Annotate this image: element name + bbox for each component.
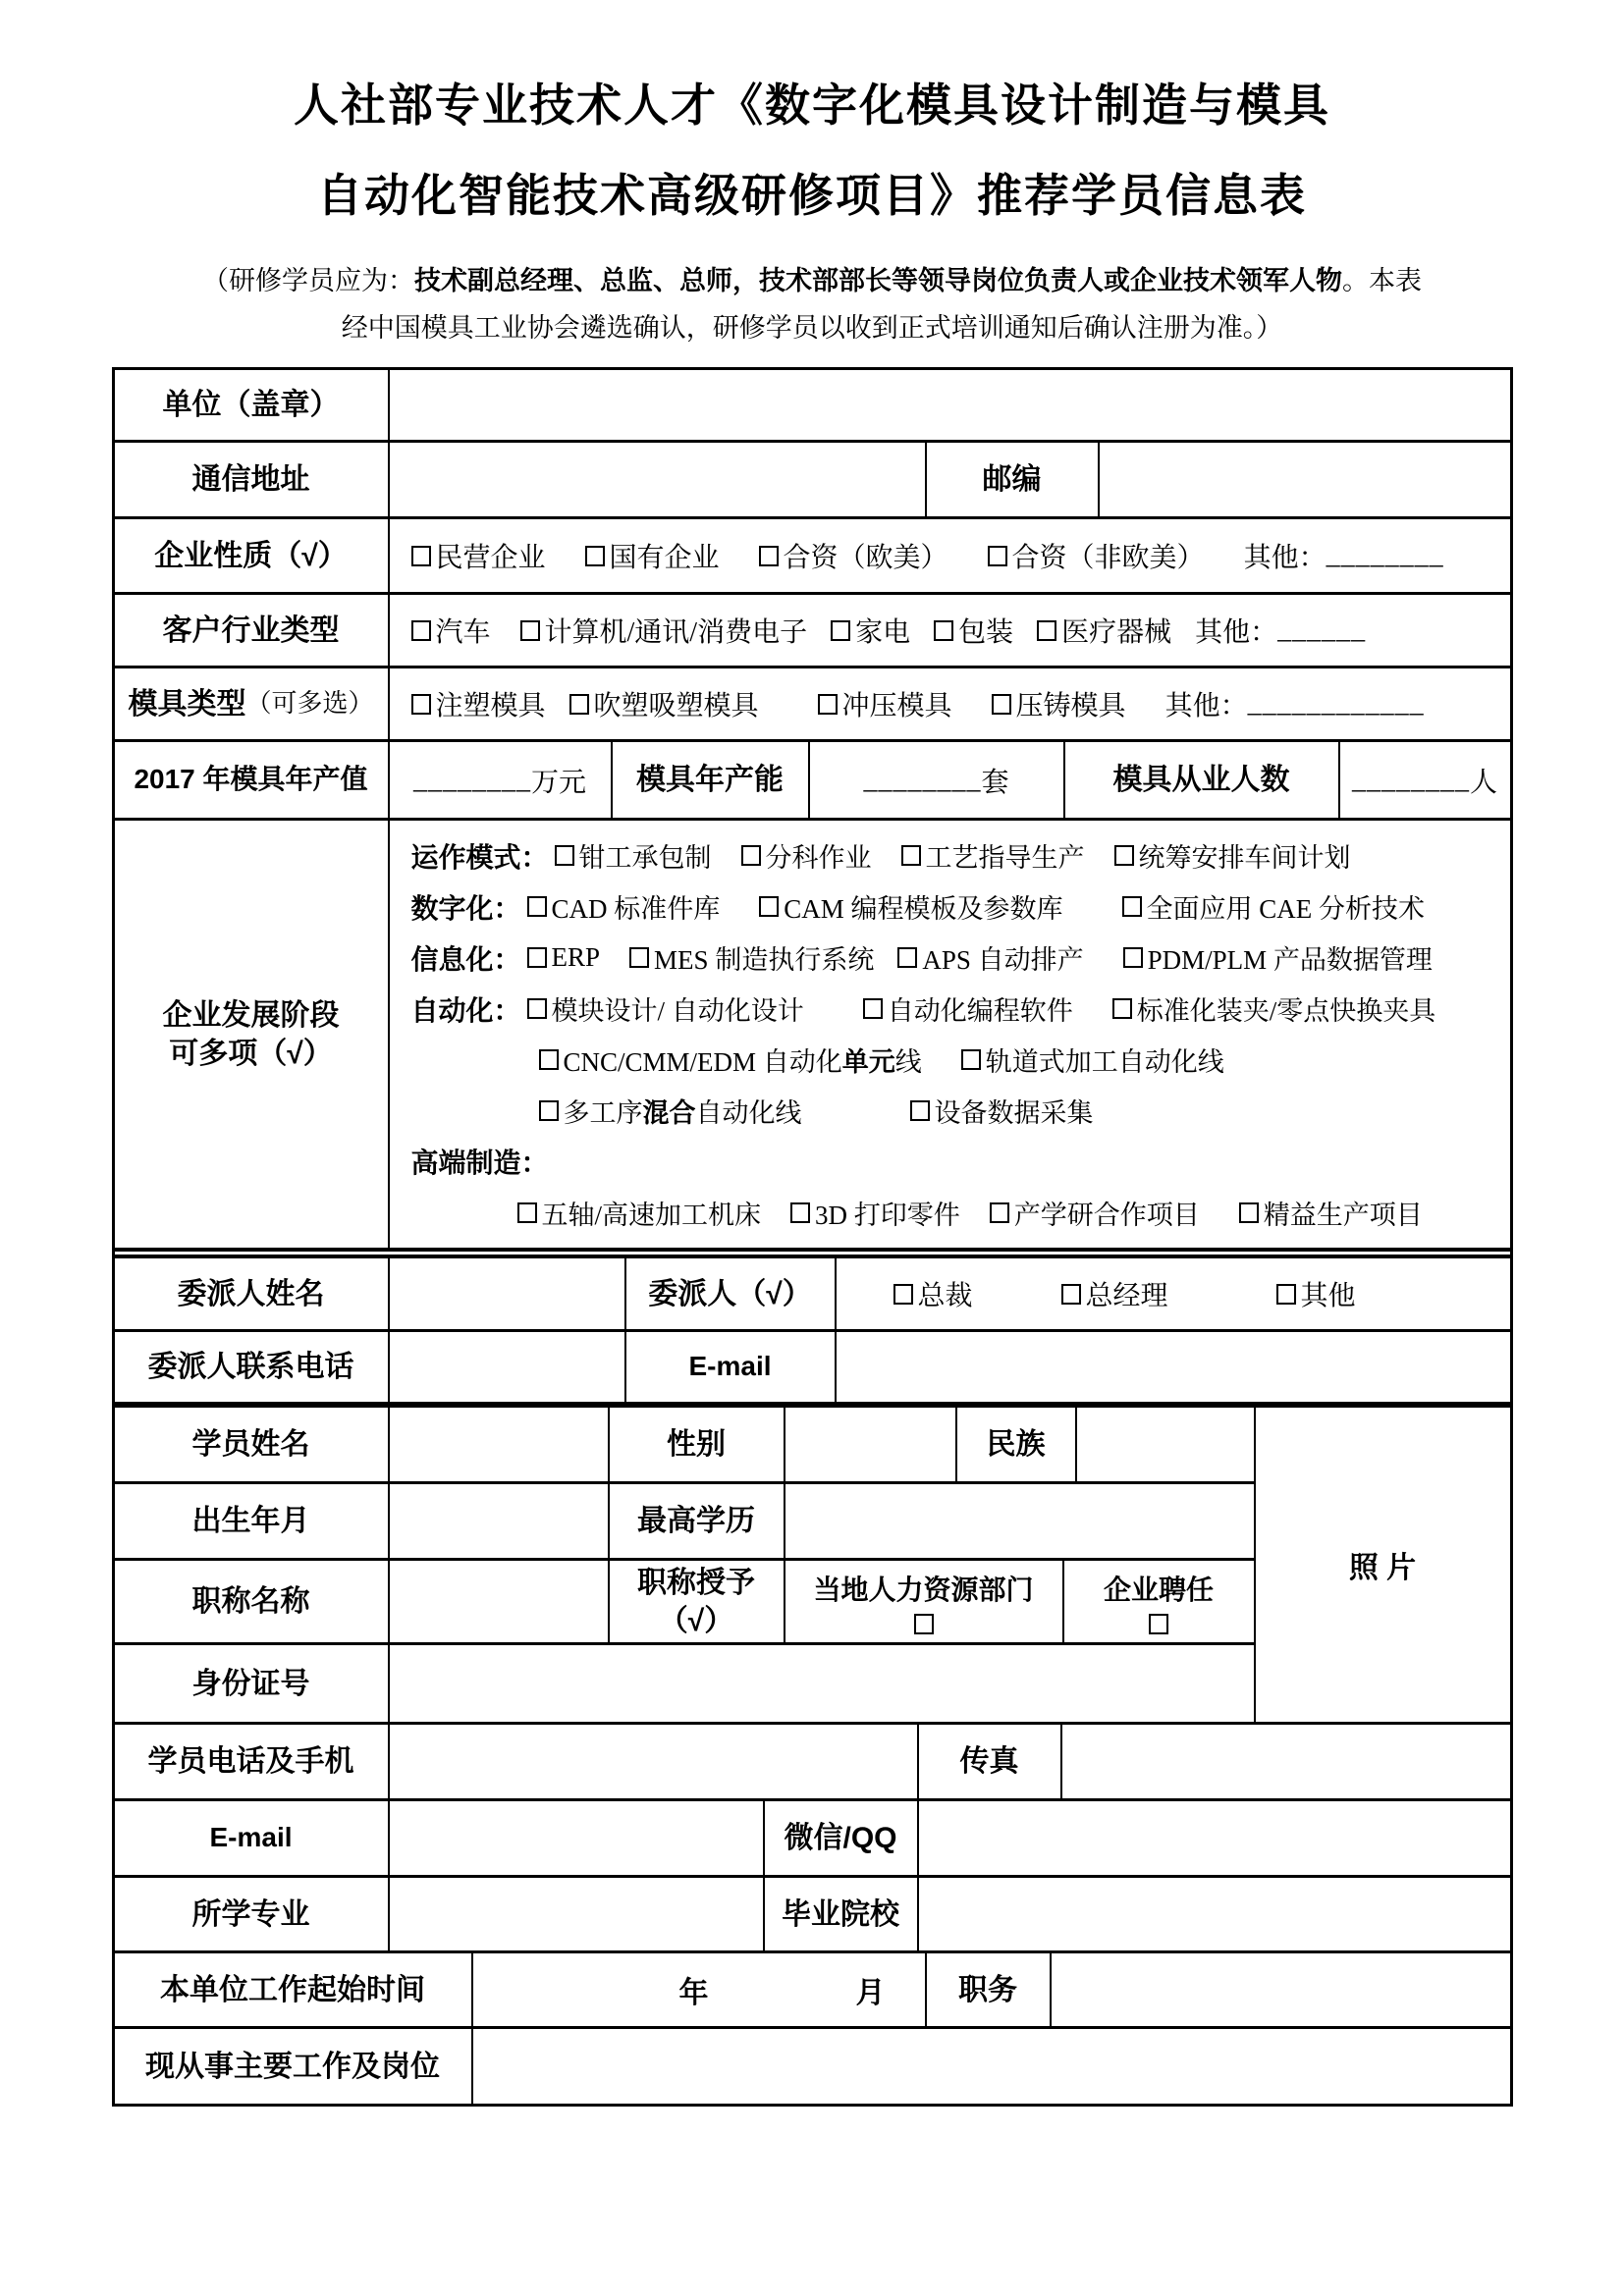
staff-label: 模具从业人数 — [1065, 742, 1340, 818]
digital-prefix: 数字化： — [410, 892, 521, 924]
unit-label: 单位（盖章） — [115, 370, 390, 440]
option-label: 五轴/高速加工机床 — [541, 1200, 762, 1230]
address-input-cell[interactable] — [390, 443, 927, 516]
row-industry — [115, 595, 1510, 668]
other-label: 其他： — [1164, 691, 1248, 721]
option-label: CAD 标准件库 — [551, 894, 721, 925]
info-table — [112, 367, 1513, 2107]
unit-ren: 人 — [1469, 767, 1497, 798]
checkbox-icon[interactable] — [527, 947, 547, 968]
option-industry-academia[interactable] — [990, 1194, 1200, 1232]
option-device-data-collection[interactable] — [910, 1092, 1094, 1130]
option-label: CNC/CMM/EDM 自动化 — [563, 1046, 842, 1077]
checkbox-icon[interactable] — [520, 620, 540, 641]
checkbox-icon[interactable] — [527, 998, 547, 1019]
checkbox-icon[interactable] — [555, 845, 574, 866]
mold-type-label-main: 模具类型 — [128, 687, 246, 721]
student-name-input-cell[interactable] — [390, 1408, 610, 1481]
option-lean-production[interactable] — [1239, 1194, 1423, 1232]
option-packaging[interactable] — [934, 611, 1013, 650]
option-label: 冲压模具 — [841, 691, 952, 721]
industry-options — [390, 595, 1510, 666]
other-label: 其他： — [1195, 617, 1278, 648]
checkbox-icon[interactable] — [1276, 1284, 1296, 1305]
option-label: 企业聘任 — [1103, 1575, 1214, 1605]
option-label: 轨道式加工自动化线 — [985, 1046, 1224, 1077]
dev-line-informatization — [390, 933, 1510, 984]
checkbox-icon[interactable] — [914, 1614, 934, 1634]
degree-label: 最高学历 — [610, 1484, 785, 1558]
title-name-label: 职称名称 — [115, 1561, 390, 1642]
row-student-phone — [115, 1725, 1510, 1801]
checkbox-icon[interactable] — [893, 1284, 913, 1305]
row-mold-type — [115, 668, 1510, 742]
checkbox-icon[interactable] — [629, 947, 649, 968]
option-rail-machining-line[interactable] — [961, 1041, 1224, 1079]
work-start-input-cell[interactable] — [473, 1953, 927, 2026]
row-title-name — [115, 1561, 1254, 1645]
checkbox-icon[interactable] — [539, 1100, 559, 1121]
option-process-guided[interactable] — [901, 836, 1085, 875]
blank-line[interactable]: ________ — [1351, 764, 1470, 795]
dev-line-automation — [390, 984, 1510, 1035]
birth-label: 出生年月 — [115, 1484, 390, 1558]
option-label: 医疗器械 — [1061, 617, 1172, 648]
checkbox-icon[interactable] — [411, 694, 431, 715]
option-diecast[interactable] — [992, 684, 1126, 723]
row-address — [115, 443, 1510, 519]
checkbox-icon[interactable] — [1037, 620, 1056, 641]
checkbox-icon[interactable] — [934, 620, 953, 641]
checkbox-icon[interactable] — [585, 546, 605, 566]
checkbox-icon[interactable] — [910, 1100, 930, 1121]
option-label: 模块设计/ 自动化设计 — [551, 996, 804, 1027]
option-label: 全面应用 CAE 分析技术 — [1146, 894, 1426, 925]
blank-line[interactable]: ________ — [412, 764, 531, 795]
section-divider — [115, 1248, 1510, 1258]
checkbox-icon[interactable] — [790, 1202, 810, 1223]
option-workshop-planning[interactable] — [1114, 836, 1351, 875]
dev-line-automation3 — [390, 1085, 1510, 1136]
option-stamping[interactable] — [818, 684, 952, 723]
option-cae-analysis[interactable] — [1122, 887, 1426, 926]
position-label: 职务 — [927, 1953, 1052, 2026]
option-5axis[interactable] — [517, 1194, 762, 1232]
capacity-value-cell[interactable] — [810, 742, 1065, 818]
unit-wan-yuan: 万元 — [530, 767, 586, 798]
option-label: APS 自动排产 — [922, 945, 1084, 976]
info-prefix: 信息化： — [410, 943, 521, 975]
option-label: 计算机/通讯/消费电子 — [544, 617, 808, 648]
checkbox-icon[interactable] — [539, 1049, 559, 1070]
dev-line-automation2 — [390, 1035, 1510, 1086]
other-blank-line[interactable]: ______ — [1277, 614, 1367, 645]
delegate-email-label: E-mail — [626, 1332, 837, 1402]
option-blow[interactable] — [569, 684, 759, 723]
nature-label: 企业性质（√） — [115, 519, 390, 592]
dev-line-highend — [390, 1187, 1510, 1238]
row-id-number — [115, 1645, 1254, 1722]
grant-label-line2: （√） — [658, 1604, 734, 1637]
student-phone-input-cell[interactable] — [390, 1725, 919, 1798]
checkbox-icon[interactable] — [992, 694, 1011, 715]
fax-label: 传真 — [919, 1725, 1062, 1798]
option-auto-programming[interactable] — [863, 989, 1073, 1028]
checkbox-icon[interactable] — [1112, 998, 1132, 1019]
option-label-bold: 混合 — [642, 1097, 696, 1128]
checkbox-icon[interactable] — [411, 620, 431, 641]
title-name-input-cell[interactable] — [390, 1561, 610, 1642]
row-major — [115, 1878, 1510, 1953]
ethnic-label: 民族 — [957, 1408, 1077, 1481]
checkbox-icon[interactable] — [863, 998, 883, 1019]
option-label: 民营企业 — [435, 543, 546, 573]
row-work-start — [115, 1953, 1510, 2029]
nature-options — [390, 519, 1510, 592]
delegate-options — [837, 1258, 1510, 1329]
option-label: PDM/PLM 产品数据管理 — [1147, 945, 1433, 976]
option-label: 设备数据采集 — [934, 1097, 1094, 1128]
delegate-name-input-cell[interactable] — [390, 1258, 626, 1329]
option-label: 包装 — [958, 617, 1014, 648]
checkbox-icon[interactable] — [988, 546, 1007, 566]
other-blank-line[interactable]: ________ — [1326, 540, 1444, 570]
checkbox-icon[interactable] — [831, 620, 850, 641]
option-medical[interactable] — [1037, 611, 1171, 650]
option-mes[interactable] — [629, 938, 874, 977]
checkbox-icon[interactable] — [901, 845, 921, 866]
grant-label — [610, 1561, 785, 1642]
row-development — [115, 821, 1510, 1248]
option-cad-library[interactable] — [527, 887, 721, 926]
gender-input-cell[interactable] — [785, 1408, 957, 1481]
postal-input-cell[interactable] — [1100, 443, 1510, 516]
option-label: 3D 打印零件 — [815, 1200, 960, 1230]
checkbox-icon[interactable] — [990, 1202, 1009, 1223]
option-jv-western[interactable] — [759, 536, 948, 575]
id-label: 身份证号 — [115, 1645, 390, 1722]
mold-type-label-sub: （可多选） — [245, 689, 374, 719]
option-delegate-other[interactable] — [1276, 1274, 1356, 1313]
option-label: 注塑模具 — [435, 691, 546, 721]
operation-prefix: 运作模式： — [410, 841, 549, 873]
row-nature — [115, 519, 1510, 595]
wechat-label: 微信/QQ — [765, 1801, 919, 1875]
option-auto[interactable] — [411, 611, 491, 650]
dev-line-operation — [390, 830, 1510, 881]
title-line1: 人社部专业技术人才《数字化模具设计制造与模具 — [294, 80, 1330, 131]
option-label: 线 — [894, 1046, 922, 1077]
option-cnc-cell-line[interactable] — [539, 1041, 922, 1079]
option-division-work[interactable] — [741, 836, 872, 875]
student-email-input-cell[interactable] — [390, 1801, 765, 1875]
fax-input-cell[interactable] — [1062, 1725, 1510, 1798]
highend-prefix: 高端制造： — [410, 1148, 549, 1179]
delegate-email-input-cell[interactable] — [837, 1332, 1510, 1402]
option-label: 国有企业 — [609, 543, 720, 573]
option-label: 压铸模具 — [1015, 691, 1126, 721]
industry-label: 客户行业类型 — [115, 595, 390, 666]
option-label: 吹塑吸塑模具 — [593, 691, 759, 721]
wechat-input-cell[interactable] — [919, 1801, 1510, 1875]
option-label: 钳工承包制 — [578, 843, 712, 874]
address-label: 通信地址 — [115, 443, 390, 516]
option-appliance[interactable] — [831, 611, 910, 650]
option-label: 汽车 — [435, 617, 491, 648]
major-label: 所学专业 — [115, 1878, 390, 1950]
work-start-label: 本单位工作起始时间 — [115, 1953, 473, 2026]
checkbox-icon[interactable] — [818, 694, 838, 715]
capacity-label: 模具年产能 — [613, 742, 810, 818]
school-input-cell[interactable] — [919, 1878, 1510, 1950]
note-bold: 技术副总经理、总监、总师，技术部部长等领导岗位负责人或企业技术领军人物 — [414, 266, 1342, 295]
checkbox-icon[interactable] — [741, 845, 761, 866]
birth-input-cell[interactable] — [390, 1484, 610, 1558]
checkbox-icon[interactable] — [1114, 845, 1134, 866]
delegate-phone-label: 委派人联系电话 — [115, 1332, 390, 1402]
option-label: 合资（非欧美） — [1011, 543, 1205, 573]
grant-option-hr-dept[interactable] — [785, 1561, 1064, 1642]
student-email-label: E-mail — [115, 1801, 390, 1875]
row-output-2017 — [115, 742, 1510, 821]
option-jv-nonwestern[interactable] — [988, 536, 1205, 575]
row-delegate-name — [115, 1258, 1510, 1332]
option-label: 自动化编程软件 — [887, 996, 1073, 1027]
checkbox-icon[interactable] — [527, 896, 547, 917]
option-private[interactable] — [411, 536, 546, 575]
option-label: 统筹安排车间计划 — [1138, 843, 1351, 874]
position-input-cell[interactable] — [1052, 1953, 1510, 2026]
option-computer-telecom[interactable] — [520, 611, 808, 650]
photo-cell: 照 片 — [1254, 1408, 1510, 1722]
option-label: 自动化线 — [695, 1097, 802, 1128]
checkbox-icon[interactable] — [897, 947, 917, 968]
development-label — [115, 821, 390, 1248]
unit-tao: 套 — [981, 767, 1009, 798]
student-phone-label: 学员电话及手机 — [115, 1725, 390, 1798]
option-cam-template[interactable] — [759, 887, 1062, 926]
option-label-bold: 单元 — [841, 1046, 895, 1077]
blank-line[interactable]: ________ — [863, 764, 982, 795]
note — [0, 257, 1624, 351]
checkbox-icon[interactable] — [1239, 1202, 1259, 1223]
option-label: 产学研合作项目 — [1013, 1200, 1200, 1230]
row-current-work — [115, 2029, 1510, 2104]
grant-option-enterprise[interactable] — [1064, 1561, 1254, 1642]
option-president[interactable] — [893, 1274, 973, 1313]
major-input-cell[interactable] — [390, 1878, 765, 1950]
option-label: 多工序 — [563, 1097, 643, 1128]
checkbox-icon[interactable] — [759, 896, 779, 917]
current-work-label: 现从事主要工作及岗位 — [115, 2029, 473, 2104]
development-options — [390, 821, 1510, 1248]
title-line2: 自动化智能技术高级研修项目》推荐学员信息表 — [317, 171, 1307, 221]
checkbox-icon[interactable] — [759, 546, 779, 566]
option-label: 合资（欧美） — [783, 543, 948, 573]
delegate-check-label: 委派人（√） — [626, 1258, 837, 1329]
option-state-owned[interactable] — [585, 536, 720, 575]
option-module-design[interactable] — [527, 989, 804, 1028]
option-erp[interactable] — [527, 942, 601, 973]
option-label: 精益生产项目 — [1263, 1200, 1423, 1230]
option-label: MES 制造执行系统 — [654, 945, 875, 976]
row-unit — [115, 370, 1510, 443]
checkbox-icon[interactable] — [961, 1049, 981, 1070]
automation-prefix: 自动化： — [410, 994, 521, 1026]
note-suffix: 。本表 — [1342, 266, 1422, 295]
checkbox-icon[interactable] — [411, 546, 431, 566]
ethnic-input-cell[interactable] — [1077, 1408, 1254, 1481]
option-3d-print[interactable] — [790, 1194, 960, 1232]
option-label: 其他 — [1300, 1281, 1356, 1311]
option-multi-process-line[interactable] — [539, 1092, 802, 1130]
student-name-label: 学员姓名 — [115, 1408, 390, 1481]
gender-label: 性别 — [610, 1408, 785, 1481]
option-label: ERP — [551, 942, 601, 973]
option-injection[interactable] — [411, 684, 546, 723]
other-label: 其他： — [1243, 543, 1326, 573]
form-title — [0, 61, 1624, 241]
option-standard-fixture[interactable] — [1112, 989, 1436, 1028]
option-label: 家电 — [855, 617, 911, 648]
option-label: 总经理 — [1085, 1281, 1168, 1311]
school-label: 毕业院校 — [765, 1878, 919, 1950]
option-label: 分科作业 — [765, 843, 872, 874]
month-label: 月 — [855, 1977, 886, 2009]
option-pdm-plm[interactable] — [1123, 938, 1433, 977]
student-block — [115, 1408, 1510, 1725]
staff-value-cell[interactable] — [1340, 742, 1510, 818]
development-label-line1: 企业发展阶段 — [162, 998, 340, 1032]
row-delegate-phone — [115, 1332, 1510, 1408]
checkbox-icon[interactable] — [1149, 1614, 1168, 1634]
option-aps[interactable] — [897, 938, 1083, 977]
id-input-cell[interactable] — [390, 1645, 1254, 1722]
output-value-cell[interactable] — [390, 742, 613, 818]
checkbox-icon[interactable] — [1122, 896, 1142, 917]
output-2017-label: 2017 年模具年产值 — [115, 742, 390, 818]
option-label: 当地人力资源部门 — [813, 1575, 1034, 1605]
delegate-phone-input-cell[interactable] — [390, 1332, 626, 1402]
mold-type-options — [390, 668, 1510, 739]
student-block-left — [115, 1408, 1254, 1722]
current-work-input-cell[interactable] — [473, 2029, 1510, 2104]
note-line2: 经中国模具工业协会遴选确认，研修学员以收到正式培训通知后确认注册为准。） — [341, 313, 1283, 343]
row-student-email — [115, 1801, 1510, 1878]
option-label: CAM 编程模板及参数库 — [784, 894, 1063, 925]
option-fitter-contract[interactable] — [555, 836, 712, 875]
note-prefix: （研修学员应为： — [202, 266, 414, 295]
option-label: 标准化装夹/零点快换夹具 — [1136, 996, 1436, 1027]
checkbox-icon[interactable] — [517, 1202, 537, 1223]
degree-input-cell[interactable] — [785, 1484, 1254, 1558]
year-label: 年 — [678, 1977, 709, 2009]
option-general-manager[interactable] — [1061, 1274, 1168, 1313]
option-label: 工艺指导生产 — [925, 843, 1085, 874]
postal-label: 邮编 — [927, 443, 1100, 516]
development-label-line2: 可多项（√） — [169, 1037, 333, 1070]
checkbox-icon[interactable] — [1061, 1284, 1081, 1305]
row-birth — [115, 1484, 1254, 1561]
grant-label-line1: 职称授予 — [637, 1566, 755, 1599]
unit-input-cell[interactable] — [390, 370, 1510, 440]
dev-line-digital — [390, 881, 1510, 933]
row-student-name — [115, 1408, 1254, 1484]
checkbox-icon[interactable] — [1123, 947, 1143, 968]
checkbox-icon[interactable] — [569, 694, 589, 715]
dev-line-highend-title — [390, 1136, 1510, 1187]
delegate-name-label: 委派人姓名 — [115, 1258, 390, 1329]
mold-type-label — [115, 668, 390, 739]
option-label: 总裁 — [917, 1281, 973, 1311]
other-blank-line[interactable]: ____________ — [1247, 688, 1425, 719]
